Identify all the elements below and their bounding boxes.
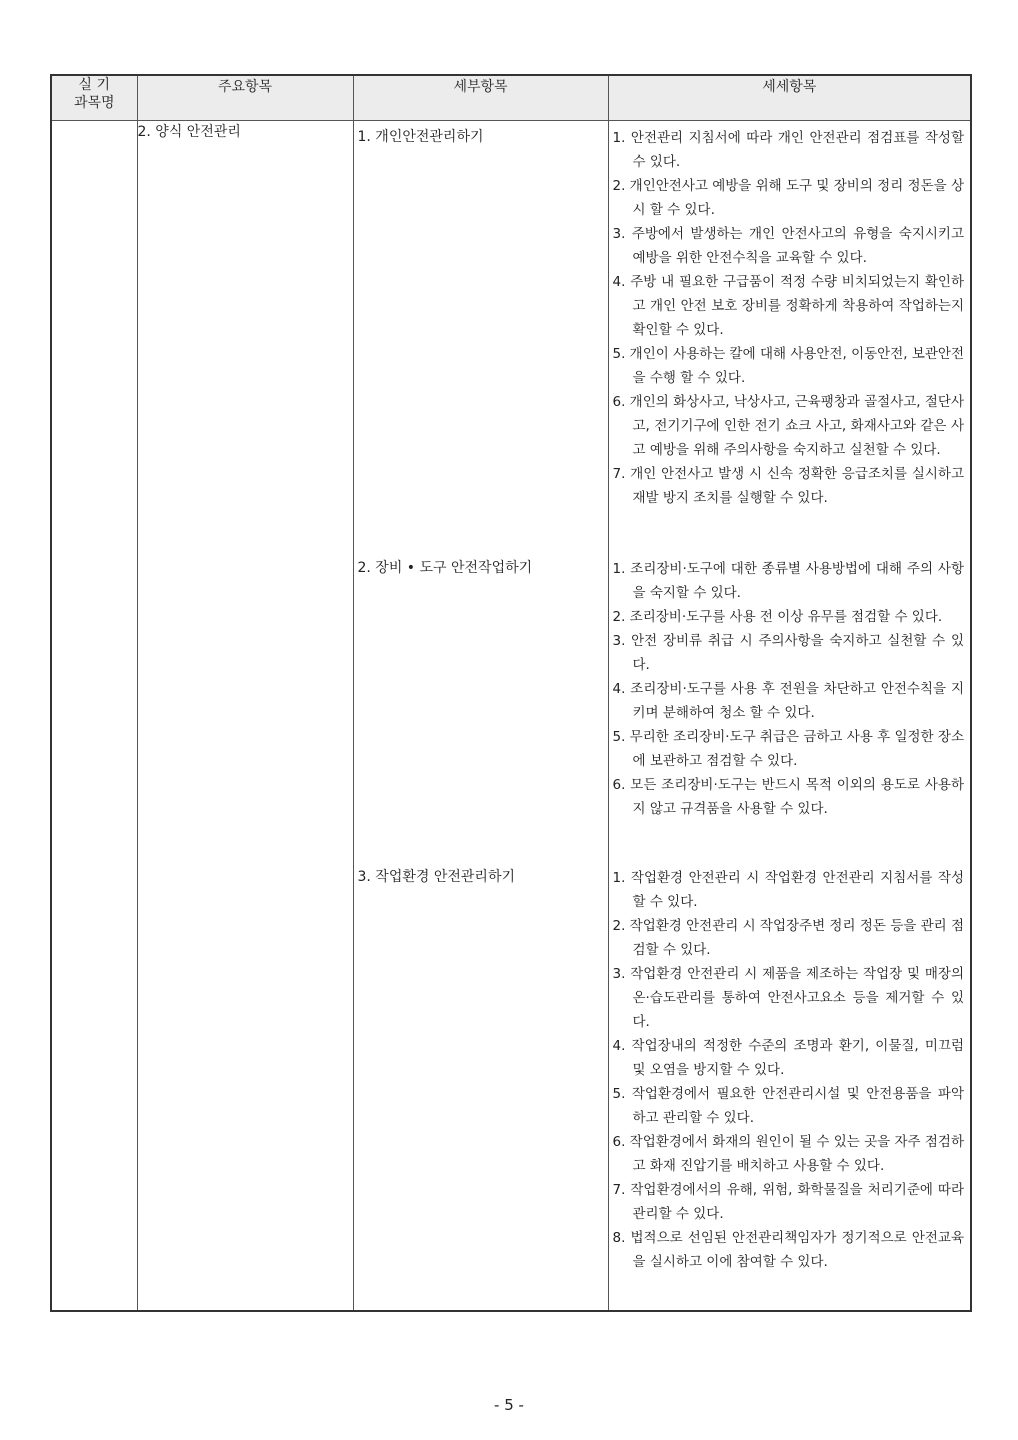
detail-group-2 — [609, 552, 971, 861]
detail-list — [609, 552, 971, 821]
list-item: 2. 작업환경 안전관리 시 작업장주변 정리 정돈 등을 관리 점검할 수 있다. — [612, 918, 964, 958]
list-item: 1. 작업환경 안전관리 시 작업환경 안전관리 지침서를 작성할 수 있다. — [612, 870, 964, 910]
list-item: 3. 안전 장비류 취급 시 주의사항을 숙지하고 실천할 수 있다. — [612, 633, 964, 673]
list-item: 6. 모든 조리장비·도구는 반드시 목적 이외의 용도로 사용하지 않고 규격품을 사용할 수 있다. — [612, 777, 964, 817]
header-main-item: 주요항목 — [137, 75, 353, 121]
list-item: 2. 개인안전사고 예방을 위해 도구 및 장비의 정리 정돈을 상시 할 수 있다. — [612, 178, 964, 218]
list-item: 3. 작업환경 안전관리 시 제품을 제조하는 작업장 및 매장의 온·습도관리를 통하여 안전사고요소 등을 제거할 수 있다. — [612, 966, 964, 1030]
detail-item-cell — [608, 121, 971, 1312]
sub-item-cell — [353, 121, 608, 1312]
list-item: 5. 작업환경에서 필요한 안전관리시설 및 안전용품을 파악하고 관리할 수 있다. — [612, 1086, 964, 1126]
sub-item-label: 3. 작업환경 안전관리하기 — [357, 869, 515, 885]
list-item: 1. 안전관리 지침서에 따라 개인 안전관리 점검표를 작성할 수 있다. — [612, 130, 964, 170]
detail-group-3 — [609, 861, 971, 1274]
sub-item-group-3 — [354, 861, 608, 886]
main-item-cell: 2. 양식 안전관리 — [137, 121, 353, 1312]
sub-item-label: 1. 개인안전관리하기 — [357, 129, 484, 145]
sub-item-label: 2. 장비 • 도구 안전작업하기 — [357, 560, 533, 576]
list-item: 7. 개인 안전사고 발생 시 신속 정확한 응급조치를 실시하고 재발 방지 조치를 실행할 수 있다. — [612, 466, 964, 506]
detail-list — [609, 861, 971, 1274]
list-item: 3. 주방에서 발생하는 개인 안전사고의 유형을 숙지시키고 예방을 위한 안전수칙을 교육할 수 있다. — [612, 226, 964, 266]
detail-list — [609, 121, 971, 510]
list-item: 4. 조리장비·도구를 사용 후 전원을 차단하고 안전수칙을 지키며 분해하여 청소 할 수 있다. — [612, 681, 964, 721]
list-item: 2. 조리장비·도구를 사용 전 이상 유무를 점검할 수 있다. — [612, 609, 943, 625]
sub-item-group-2 — [354, 552, 608, 861]
page-number: - 5 - — [494, 1396, 524, 1414]
list-item: 5. 무리한 조리장비·도구 취급은 금하고 사용 후 일정한 장소에 보관하고 점검할 수 있다. — [612, 729, 964, 769]
header-detail-item: 세세항목 — [608, 75, 971, 121]
list-item: 5. 개인이 사용하는 칼에 대해 사용안전, 이동안전, 보관안전을 수행 할 수 있다. — [612, 346, 964, 386]
header-subject-line2: 과목명 — [73, 95, 115, 111]
list-item: 6. 작업환경에서 화재의 원인이 될 수 있는 곳을 자주 점검하고 화재 진압기를 배치하고 사용할 수 있다. — [612, 1134, 964, 1174]
header-subject-line1: 실 기 — [78, 77, 110, 93]
table-row — [51, 121, 971, 1312]
table-header-row — [51, 75, 971, 121]
sub-item-group-1 — [354, 121, 608, 552]
header-sub-item: 세부항목 — [353, 75, 608, 121]
detail-group-1 — [609, 121, 971, 552]
subject-cell — [51, 121, 137, 1312]
list-item: 6. 개인의 화상사고, 낙상사고, 근육팽창과 골절사고, 절단사고, 전기기구에 인한 전기 쇼크 사고, 화재사고와 같은 사고 예방을 위해 주의사항을 숙지하고 실천할 수 있다. — [612, 394, 964, 458]
list-item: 4. 주방 내 필요한 구급품이 적정 수량 비치되었는지 확인하고 개인 안전 보호 장비를 정확하게 착용하여 작업하는지 확인할 수 있다. — [612, 274, 964, 338]
list-item: 7. 작업환경에서의 유해, 위험, 화학물질을 처리기준에 따라 관리할 수 있다. — [612, 1182, 964, 1222]
list-item: 4. 작업장내의 적정한 수준의 조명과 환기, 이물질, 미끄럼 및 오염을 방지할 수 있다. — [612, 1038, 964, 1078]
list-item: 1. 조리장비·도구에 대한 종류별 사용방법에 대해 주의 사항을 숙지할 수 있다. — [612, 561, 964, 601]
list-item: 8. 법적으로 선임된 안전관리책임자가 정기적으로 안전교육을 실시하고 이에 참여할 수 있다. — [612, 1230, 964, 1270]
header-subject — [51, 75, 137, 121]
exam-criteria-table — [50, 74, 972, 1312]
